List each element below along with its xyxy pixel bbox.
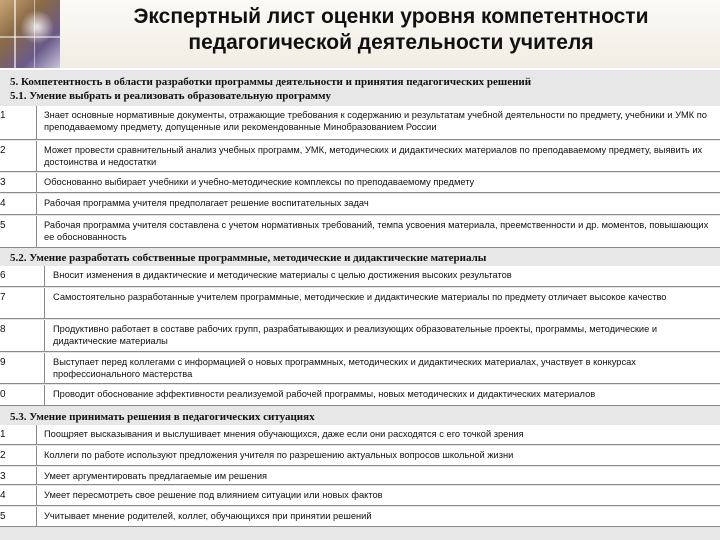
row-text: Умеет пересмотреть свое решение под влиянием ситуации или новых фактов [44,490,383,500]
section-5-heading: 5. Компетентность в области разработки программы деятельности и принятия педагогических решений [10,76,532,88]
row-number: 5 [0,507,37,526]
slide-header [0,0,720,68]
row-number: 7 [0,288,45,318]
table-row [0,353,720,384]
table-row [0,446,720,466]
subsection-5-2-header [0,252,720,266]
subsection-5-2-heading: 5.2. Умение разработать собственные программные, методические и дидактические материалы [10,252,487,264]
title-line-1: Экспертный лист оценки уровня компетентности [133,5,649,28]
row-number: 2 [0,141,37,171]
row-text: Обоснованно выбирает учебники и учебно-методические комплексы по преподаваемому предмету [44,177,475,187]
row-number: 4 [0,486,37,505]
table-row [0,141,720,172]
row-text: Может провести сравнительный анализ учебных программ, УМК, методических и дидактических материалов по преподаваемому предмету, выявить их достоинства и недостатки [44,145,703,167]
row-text: Коллеги по работе используют предложения учителя по разрешению актуальных вопросов школьной жизни [44,450,514,460]
table-row [0,385,720,406]
section-5-header [0,75,720,103]
table-row [0,266,720,287]
row-number: 9 [0,353,45,383]
row-number: 3 [0,467,37,484]
row-text: Продуктивно работает в составе рабочих групп, разрабатывающих и реализующих образовательные проекты, программы, методические и дидактические материалы [53,324,658,346]
row-number: 8 [0,320,45,351]
row-number: 2 [0,446,37,465]
row-number: 1 [0,106,37,139]
subsection-5-1-heading: 5.1. Умение выбрать и реализовать образовательную программу [10,90,332,102]
row-number: 4 [0,194,37,214]
subsection-5-3-heading: 5.3. Умение принимать решения в педагогических ситуациях [10,411,315,423]
page-title [62,4,720,56]
logo-image [0,0,60,68]
row-text: Самостоятельно разработанные учителем программные, методические и дидактические материалы по предмету отличает высокое качество [53,292,667,302]
row-text: Рабочая программа учителя составлена с учетом нормативных требований, темпа усвоения материала, преемственности и др. моментов, повышающих ее обоснованность [44,220,709,242]
row-text: Рабочая программа учителя предполагает решение воспитательных задач [44,198,369,208]
table-row [0,425,720,445]
table-row [0,507,720,527]
row-text: Вносит изменения в дидактические и методические материалы с целью достижения высоких результатов [53,270,512,280]
table-row [0,216,720,248]
row-number: 3 [0,173,37,192]
subsection-5-3-header [0,411,720,425]
row-text: Проводит обоснование эффективности реализуемой рабочей программы, новых методических и дидактических материалов [53,389,596,399]
row-text: Выступает перед коллегами с информацией о новых программных, методических и дидактических материалах, участвует в конкурсах профессионального мастерства [53,357,636,379]
row-number: 0 [0,385,45,405]
row-number: 1 [0,425,37,444]
table-row [0,288,720,319]
table-row [0,106,720,140]
table-row [0,194,720,215]
table-row [0,467,720,485]
table-row [0,486,720,506]
row-text: Поощряет высказывания и выслушивает мнения обучающихся, даже если они расходятся с его точкой зрения [44,429,524,439]
table-row [0,320,720,352]
row-text: Умеет аргументировать предлагаемые им решения [44,471,268,481]
row-text: Знает основные нормативные документы, отражающие требования к содержанию и результатам учебной деятельности по предмету, учебники и УМК по преподаваемому предмету, допущенные или рекомендованные Минобразованием России [44,110,707,132]
row-text: Учитывает мнение родителей, коллег, обучающихся при принятии решений [44,511,372,521]
table-row [0,173,720,193]
row-number: 6 [0,266,45,286]
row-number: 5 [0,216,37,247]
title-line-2: педагогической деятельности учителя [188,31,594,54]
